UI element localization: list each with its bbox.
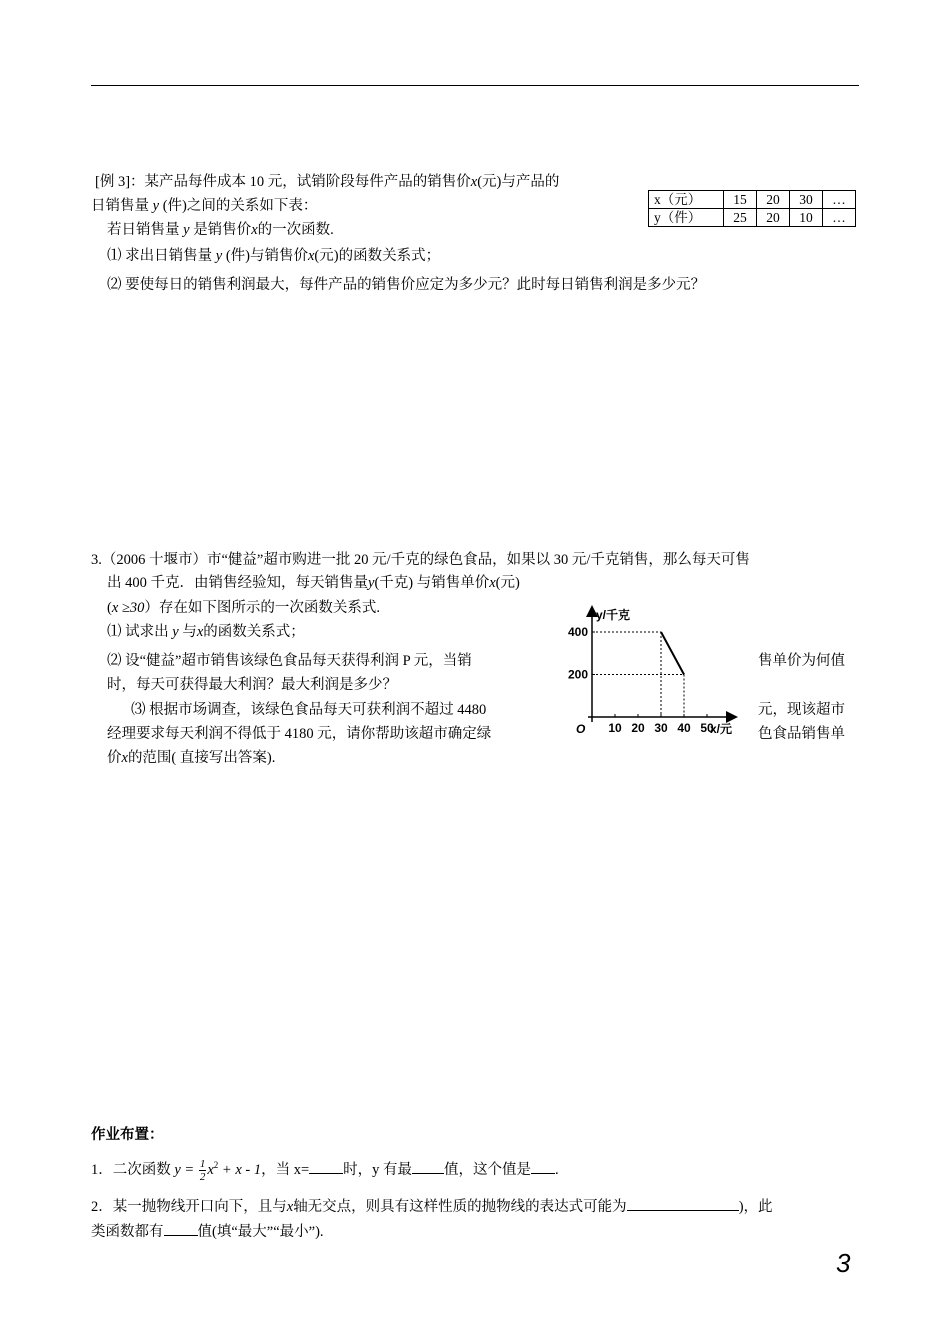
table-row xyxy=(649,209,856,227)
problem3-line3: (x ≥30）存在如下图所示的一次函数关系式. xyxy=(107,600,380,616)
x-tick-label: 10 xyxy=(608,721,622,735)
problem3-question3-last: 价x的范围( 直接写出答案). xyxy=(107,750,276,766)
problem3-question3-cont: 经理要求每天利润不得低于 4180 元，请你帮助该超市确定绿 xyxy=(107,726,492,742)
linear-function-chart xyxy=(560,602,750,744)
table-cell: y（件） xyxy=(649,209,724,227)
table-row xyxy=(649,191,856,209)
x-tick-label: 50 xyxy=(700,721,714,735)
y-axis-label: y/千克 xyxy=(596,608,631,622)
table-cell: x（元） xyxy=(649,191,724,209)
table-cell: 15 xyxy=(724,191,757,209)
homework-item2-cont: 类函数都有 值(填“最大”“最小”). xyxy=(91,1224,324,1240)
problem3-line1: 3.（2006 十堰市）市“健益”超市购进一批 20 元/千克的绿色食品，如果以 30 元/千克销售，那么每天可售 xyxy=(91,552,750,568)
series-segment xyxy=(661,632,684,675)
x-tick-label: 20 xyxy=(631,721,645,735)
origin-label: O xyxy=(576,722,586,736)
x-tick-label: 40 xyxy=(677,721,691,735)
problem3-question3: ⑶ 根据市场调查，该绿色食品每天可获利润不超过 4480 xyxy=(131,702,487,718)
example3-line2: 日销售量 y (件)之间的关系如下表： xyxy=(91,198,318,214)
problem3-question3-end: 元，现该超市 xyxy=(758,702,845,718)
problem3-question2: ⑵ 设“健益”超市销售该绿色食品每天获得利润 P 元，当销 xyxy=(107,653,472,669)
table-cell: 20 xyxy=(757,209,790,227)
table-cell: 10 xyxy=(790,209,823,227)
table-cell: 30 xyxy=(790,191,823,209)
y-tick-label: 200 xyxy=(567,667,588,682)
y-tick-label: 400 xyxy=(567,625,588,639)
header-rule xyxy=(91,85,859,86)
homework-title: 作业布置： xyxy=(91,1127,164,1143)
example3-question1: ⑴ 求出日销售量 y (件)与销售价x(元)的函数关系式； xyxy=(107,248,441,264)
homework-item2: 2．某一抛物线开口向下，且与x轴无交点，则具有这样性质的抛物线的表达式可能为 )，此 xyxy=(91,1199,773,1215)
table-cell: 20 xyxy=(757,191,790,209)
problem3-line2: 出 400 千克．由销售经验知，每天销售量y(千克) 与销售单价x(元) xyxy=(107,575,520,591)
xy-table xyxy=(648,190,856,227)
blank-4[interactable] xyxy=(627,1210,739,1211)
example3-line3: 若日销售量 y 是销售价x的一次函数. xyxy=(107,222,334,238)
example3-line1: [例 3]：某产品每件成本 10 元，试销阶段每件产品的销售价x(元)与产品的 xyxy=(95,174,560,190)
blank-5[interactable] xyxy=(164,1235,198,1236)
fraction: $\frac{1}{2}$ xyxy=(199,1158,206,1183)
table-cell: … xyxy=(823,209,856,227)
problem3-question1: ⑴ 试求出 y 与x的函数关系式； xyxy=(107,624,305,640)
x-tick-label: 30 xyxy=(654,721,668,735)
problem3-question3-end2: 色食品销售单 xyxy=(758,726,845,742)
example3-question2: ⑵ 要使每日的销售利润最大，每件产品的销售价应定为多少元？此时每日销售利润是多少元？ xyxy=(107,277,706,293)
table-cell: … xyxy=(823,191,856,209)
blank-1[interactable] xyxy=(309,1173,343,1174)
page-number: 3 xyxy=(836,1248,851,1278)
problem3-question2-cont: 时，每天可获得最大利润？最大利润是多少？ xyxy=(107,677,397,693)
homework-item1: 1．二次函数 y = $\frac{1}{2}$ $x^2 + x - 1$，当 x= 时，y 有最 值，这个值是 . xyxy=(91,1158,559,1183)
x-axis-label: x/元 xyxy=(710,722,733,736)
blank-3[interactable] xyxy=(531,1173,555,1174)
problem3-question2-end: 售单价为何值 xyxy=(758,653,845,669)
table-cell: 25 xyxy=(724,209,757,227)
blank-2[interactable] xyxy=(412,1173,444,1174)
